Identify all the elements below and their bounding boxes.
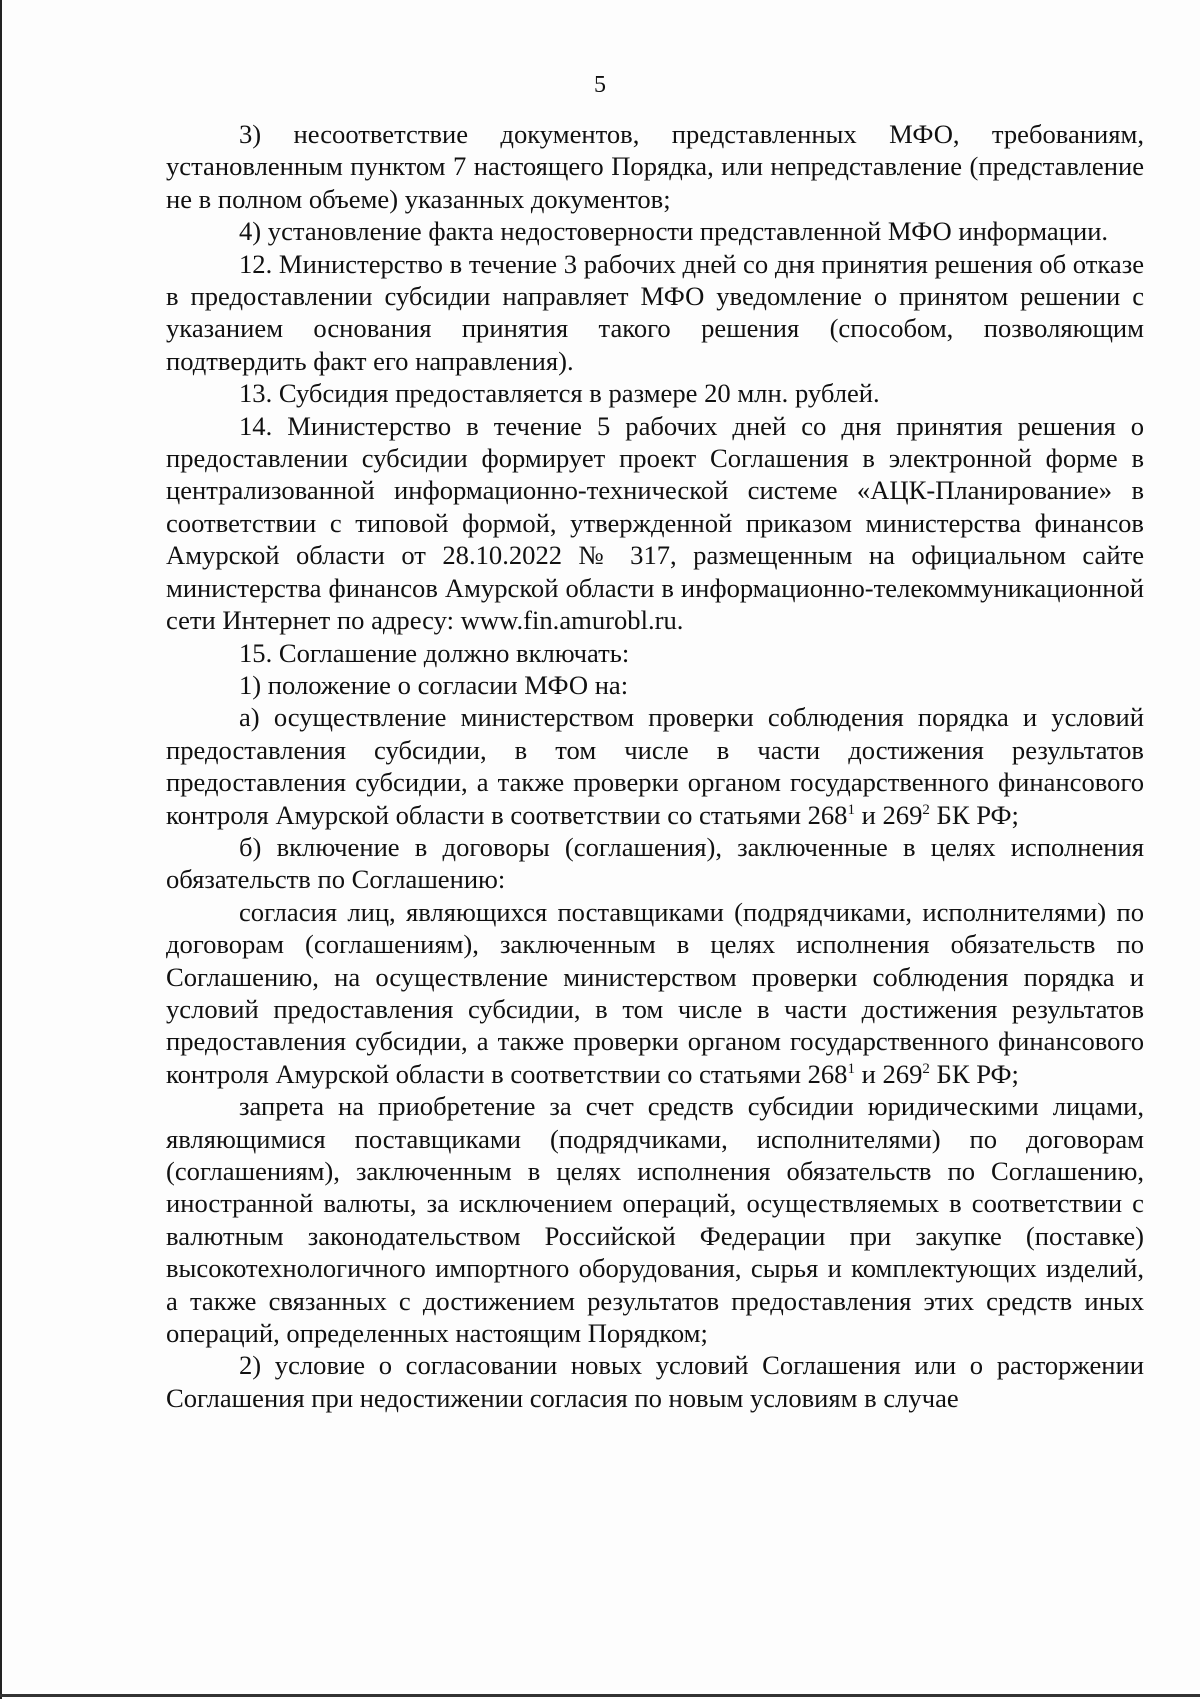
paragraph-prohibition: запрета на приобретение за счет средств субсидии юридическими лицами, являющимися поставщиками (подрядчиками, исполнителями) по договорам (соглашениям), заключенным в целях исполнения обязательств по Соглашению, иностранной валюты, за исключением операций, осуществляемых в соответствии с валютным законодательством Российской Федерации при закупке (поставке) высокотехнологичного импортного оборудования, сырья и комплектующих изделий, а также связанных с достижением результатов предоставления этих средств иных операций, определенных настоящим Порядком; [166,1091,1144,1349]
superscript: 1 [847,1060,855,1077]
paragraph-item-4: 4) установление факта недостоверности представленной МФО информации. [239,216,1109,247]
superscript: 2 [922,801,930,818]
document-body [166,118,1144,1414]
paragraph-clause-14: 14. Министерство в течение 5 рабочих дней со дня принятия решения о предоставлении субсидии формирует проект Соглашения в электронной форме в централизованной информационно-технической системе «АЦК-Планирование» в соответствии с типовой формой, утвержденной приказом министерства финансов Амурской области от 28.10.2022 № 317, размещенным на официальном сайте министерства финансов Амурской области в информационно-телекоммуникационной сети Интернет по адресу: www.fin.amurobl.ru. [166,410,1144,636]
scan-edge-bottom [0,1694,1200,1697]
paragraph-clause-12: 12. Министерство в течение 3 рабочих дней со дня принятия решения об отказе в предоставлении субсидии направляет МФО уведомление о принятом решении с указанием основания принятия такого решения (способом, позволяющим подтвердить факт его направления). [166,248,1144,376]
paragraph-clause-13: 13. Субсидия предоставляется в размере 20 млн. рублей. [239,378,880,409]
paragraph-consent [166,896,1144,1090]
superscript: 1 [847,801,855,818]
paragraph-text: и 269 [854,799,923,830]
paragraph-sub-b: б) включение в договоры (соглашения), заключенные в целях исполнения обязательств по Соглашению: [166,831,1144,895]
paragraph-text: и 269 [854,1058,923,1089]
paragraph-sub-2: 2) условие о согласовании новых условий Соглашения или о расторжении Соглашения при недостижении согласия по новым условиям в случае [166,1350,1144,1413]
paragraph-text: БК РФ; [929,799,1019,830]
paragraph-item-3: 3) несоответствие документов, представленных МФО, требованиям, установленным пунктом 7 настоящего Порядка, или непредставление (представление не в полном объеме) указанных документов; [166,119,1144,214]
paragraph-text: БК РФ; [929,1058,1019,1089]
page-number: 5 [594,72,606,98]
superscript: 2 [922,1060,930,1077]
paragraph-text: согласия лиц, являющихся поставщиками (подрядчиками, исполнителями) по договорам (соглашениям), заключенным в целях исполнения обязательств по Соглашению, на осуществление министерством проверки соблюдения порядка и условий предоставления субсидии, в том числе в части достижения результатов предоставления субсидии, а также проверки органом государственного финансового контроля Амурской области в соответствии со статьями 268 [166,896,1144,1089]
paragraph-sub-1: 1) положение о согласии МФО на: [239,669,629,700]
paragraph-text: а) осуществление министерством проверки соблюдения порядка и условий предоставления субсидии, в том числе в части достижения результатов предоставления субсидии, а также проверки органом государственного финансового контроля Амурской области в соответствии со статьями 268 [166,702,1144,830]
scan-edge-left [0,0,2,1699]
paragraph-sub-a [166,701,1144,831]
paragraph-clause-15: 15. Соглашение должно включать: [239,637,630,668]
